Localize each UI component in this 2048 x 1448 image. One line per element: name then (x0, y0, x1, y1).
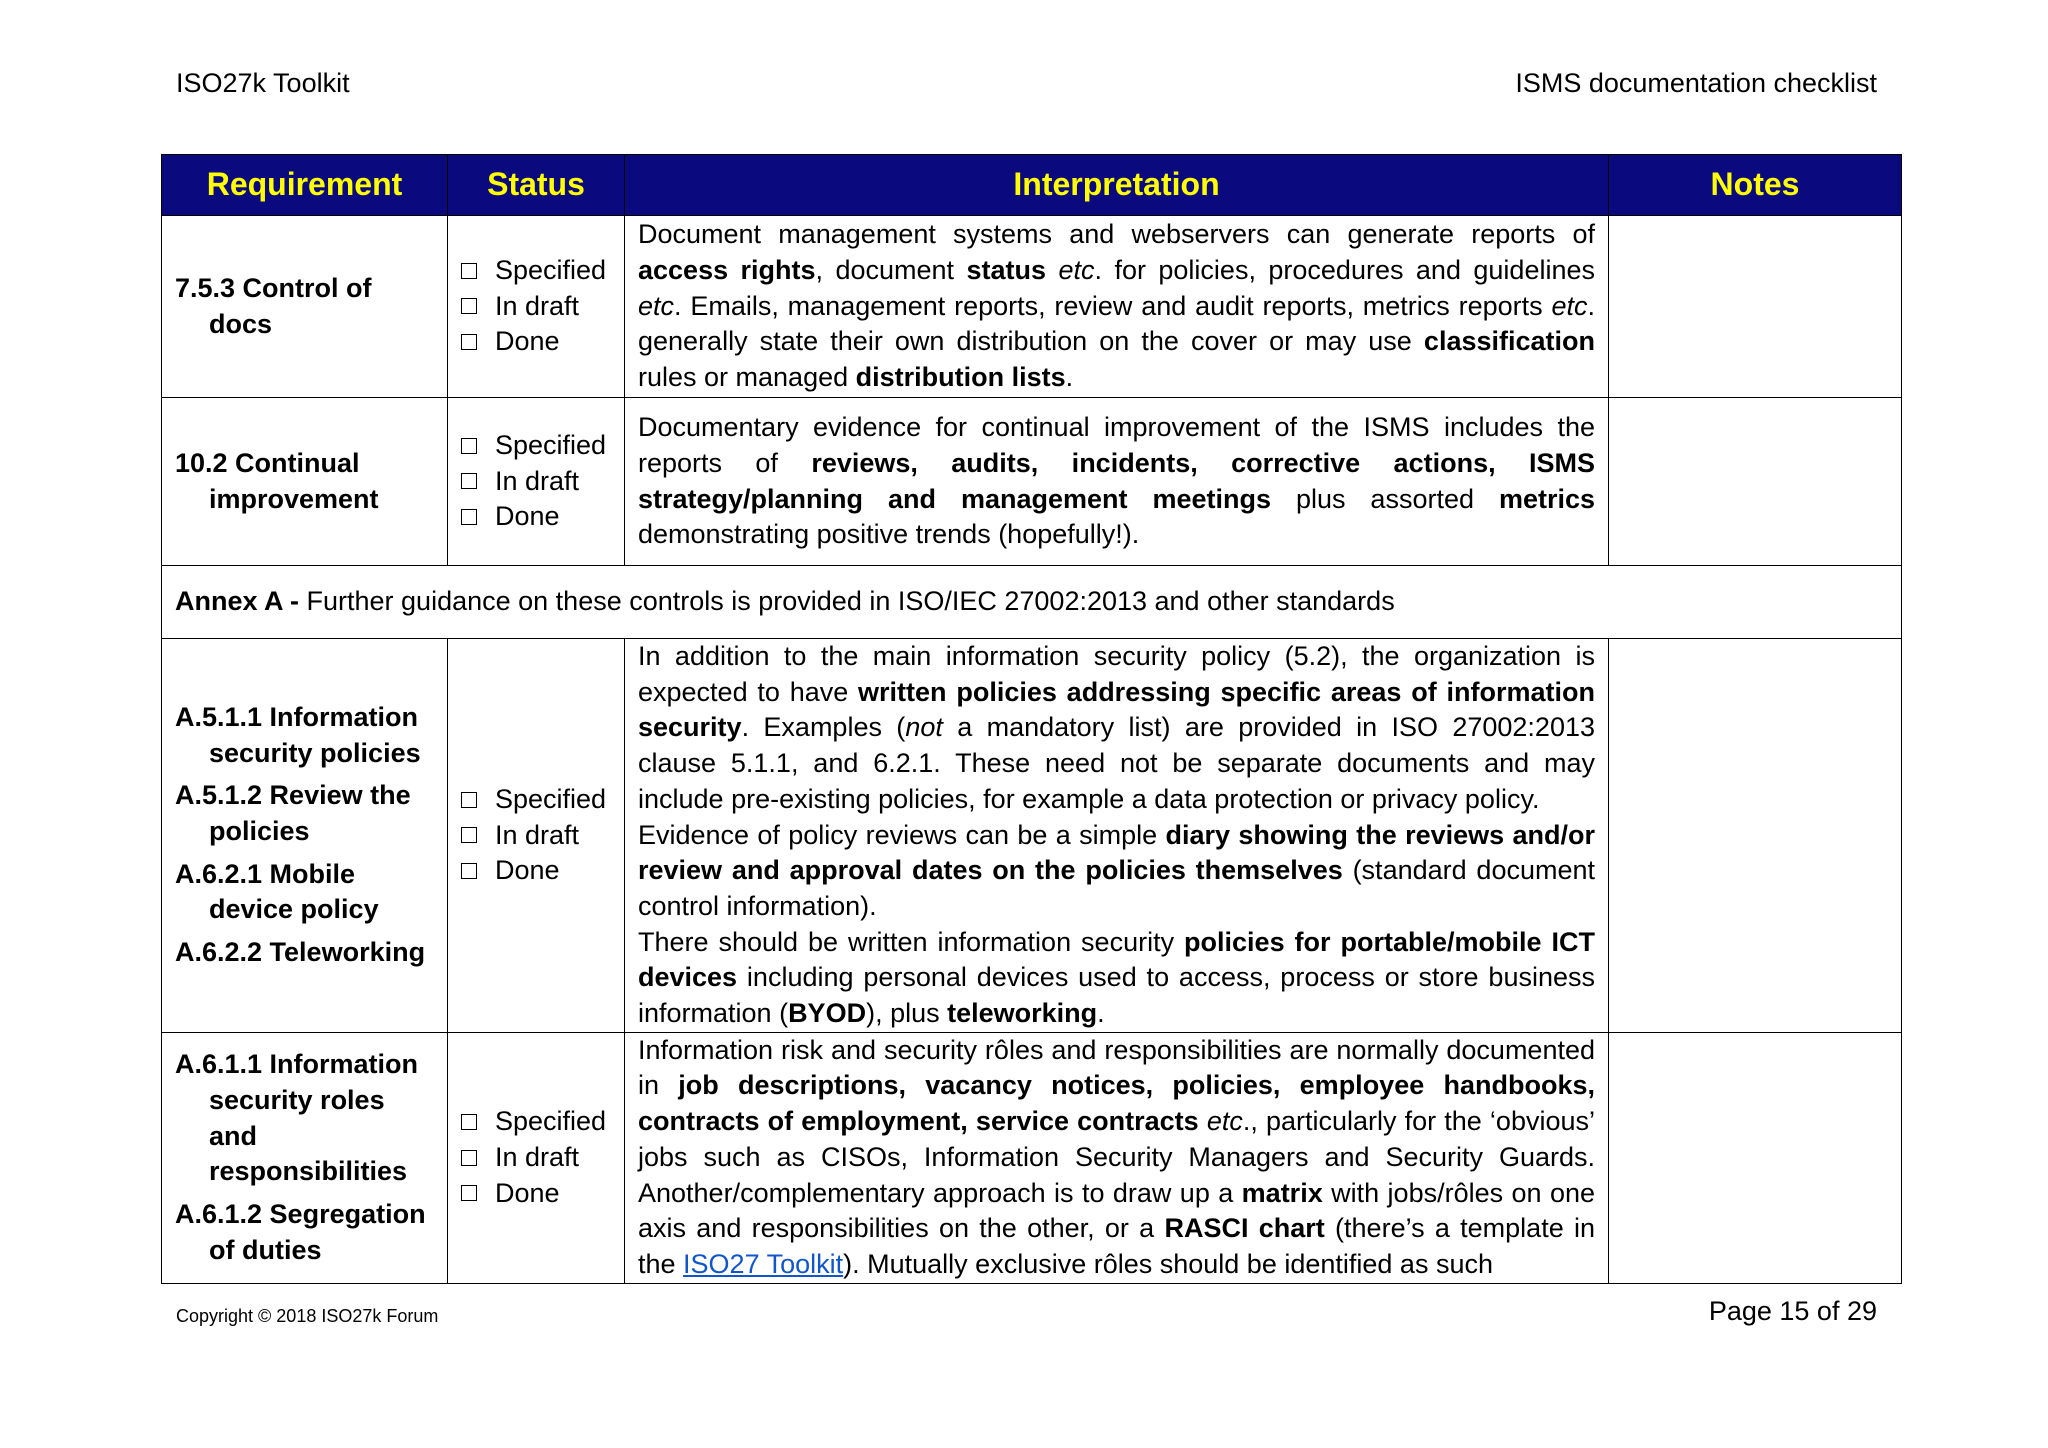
italic-text: etc (1058, 254, 1095, 285)
status-option[interactable] (461, 499, 611, 535)
text-run (1046, 255, 1058, 285)
checkbox-icon[interactable] (461, 827, 477, 843)
bold-text: distribution lists (855, 362, 1066, 393)
text-run: plus assorted (1270, 483, 1499, 514)
requirement-cell (162, 398, 448, 566)
status-option[interactable] (461, 289, 611, 325)
status-cell (448, 639, 625, 1033)
interpretation-paragraph (638, 818, 1595, 925)
footer-page-number: Page 15 of 29 (1708, 1296, 1877, 1326)
interpretation-paragraph (638, 1033, 1595, 1283)
text-run: . Emails, management reports, review and audit reports, metrics reports (674, 290, 1552, 321)
status-option[interactable] (461, 253, 611, 289)
checkbox-icon[interactable] (461, 473, 477, 489)
status-cell (448, 216, 625, 398)
text-run: ), plus (866, 998, 948, 1029)
text-run: including personal devices used to access, process or store business information ( (638, 962, 1595, 1029)
requirement-label: 7.5.3 Control of docs (175, 272, 372, 339)
interpretation-paragraph (638, 925, 1595, 1032)
column-header-notes: Notes (1609, 155, 1902, 216)
status-option[interactable] (461, 853, 611, 889)
status-option-label: Specified (495, 1106, 607, 1137)
text-run (1199, 1106, 1207, 1136)
bold-text: reviews, audits, incidents, corrective actions, ISMS strategy/planning and management meetings (638, 447, 1595, 514)
requirement-cell (162, 216, 448, 398)
bold-text: teleworking (947, 998, 1098, 1029)
text-run: with jobs/rôles on one axis and responsibilities on the other, or a (638, 1177, 1595, 1244)
text-run: Evidence of policy reviews can be a simple (638, 819, 1166, 850)
status-cell (448, 398, 625, 566)
status-option-label: Done (495, 326, 560, 357)
text-run: (standard document control information). (638, 855, 1595, 921)
checkbox-icon[interactable] (461, 298, 477, 314)
table-row (162, 216, 1902, 398)
annex-heading (162, 566, 1902, 639)
requirement-label: A.6.1.2 Segregation of duties (175, 1198, 426, 1265)
notes-cell[interactable] (1609, 1032, 1902, 1283)
bold-text: job descriptions, vacancy notices, policies, employee handbooks, contracts of employment, service contracts (638, 1070, 1595, 1137)
status-option[interactable] (461, 782, 611, 818)
header-right: ISMS documentation checklist (1515, 68, 1877, 98)
interpretation-cell (625, 1032, 1609, 1283)
checkbox-icon[interactable] (461, 863, 477, 879)
annex-heading-text: Further guidance on these controls is provided in ISO/IEC 27002:2013 and other standards (306, 586, 1395, 617)
text-run: There should be written information security (638, 926, 1185, 957)
status-option[interactable] (461, 1176, 611, 1212)
status-option-label: In draft (495, 465, 580, 496)
text-run: . (1097, 998, 1105, 1029)
bold-text: metrics (1498, 483, 1595, 514)
requirement-label: A.6.1.1 Information security roles and responsibilities (175, 1049, 419, 1187)
requirement-label: A.5.1.2 Review the policies (175, 780, 411, 847)
text-run: . Examples ( (741, 712, 906, 743)
interpretation-cell (625, 639, 1609, 1033)
text-run: demonstrating positive trends (hopefully!). (638, 519, 1140, 550)
checkbox-icon[interactable] (461, 1185, 477, 1201)
notes-cell[interactable] (1609, 639, 1902, 1033)
checklist-table (161, 154, 1902, 1284)
text-run: ., particularly for the ‘obvious’ jobs such as CISOs, Information Security Managers and Security Guards. Another/complementary approach is to draw up a (638, 1106, 1595, 1208)
iso27-toolkit-link[interactable]: ISO27 Toolkit (683, 1248, 844, 1279)
text-run: . (1065, 362, 1074, 393)
checkbox-icon[interactable] (461, 1114, 477, 1130)
text-run: a mandatory list) are provided in ISO 27002:2013 clause 5.1.1, and 6.2.1. These need not be separate documents and may include pre-existing policies, for example a data protection or privacy policy. (638, 712, 1595, 814)
checkbox-icon[interactable] (461, 509, 477, 525)
table-row (162, 639, 1902, 1033)
notes-cell[interactable] (1609, 216, 1902, 398)
annex-heading-row (162, 566, 1902, 639)
status-option[interactable] (461, 818, 611, 854)
requirement-label: 10.2 Continual improvement (175, 447, 379, 514)
status-option-label: Specified (495, 783, 607, 814)
requirement-cell (162, 639, 448, 1033)
checkbox-icon[interactable] (461, 334, 477, 350)
requirement-label: A.6.2.1 Mobile device policy (175, 858, 379, 925)
status-option[interactable] (461, 1140, 611, 1176)
interpretation-cell (625, 398, 1609, 566)
requirement-label: A.6.2.2 Teleworking (175, 937, 426, 968)
bold-text: policies for portable/mobile ICT devices (638, 926, 1595, 993)
text-run: ). Mutually exclusive rôles should be identified as such (843, 1248, 1493, 1279)
status-option[interactable] (461, 1104, 611, 1140)
checkbox-icon[interactable] (461, 263, 477, 279)
status-option[interactable] (461, 464, 611, 500)
text-run: Document management systems and webservers can generate reports of (638, 219, 1595, 250)
column-header-status: Status (448, 155, 625, 216)
bold-text: diary showing the reviews and/or review and approval dates on the policies themselves (638, 819, 1595, 886)
bold-text: BYOD (788, 998, 867, 1029)
italic-text: etc (638, 290, 675, 321)
bold-text: access rights (638, 254, 816, 285)
requirement-label: A.5.1.1 Information security policies (175, 701, 421, 768)
bold-text: matrix (1241, 1177, 1323, 1208)
checkbox-icon[interactable] (461, 1150, 477, 1166)
bold-text: classification (1423, 326, 1595, 357)
status-option-label: Done (495, 1177, 560, 1208)
annex-heading-bold: Annex A - (175, 586, 307, 617)
header-left: ISO27k Toolkit (176, 68, 350, 98)
column-header-requirement: Requirement (162, 155, 448, 216)
interpretation-paragraph (638, 410, 1595, 553)
text-run: . for policies, procedures and guidelines (1094, 254, 1595, 285)
status-option-label: Done (495, 855, 560, 886)
footer-copyright: Copyright © 2018 ISO27k Forum (176, 1306, 439, 1326)
status-option-label: Done (495, 501, 560, 532)
column-header-interpretation: Interpretation (625, 155, 1609, 216)
text-run: In addition to the main information security policy (5.2), the organization is expected to have (638, 641, 1595, 707)
status-option[interactable] (461, 324, 611, 360)
italic-text: etc (1206, 1106, 1243, 1137)
notes-cell[interactable] (1609, 398, 1902, 566)
status-option-label: In draft (495, 1141, 580, 1172)
checkbox-icon[interactable] (461, 792, 477, 808)
bold-text: RASCI chart (1164, 1213, 1325, 1244)
bold-text: status (966, 254, 1047, 285)
status-option-label: Specified (495, 429, 607, 460)
table-row (162, 398, 1902, 566)
text-run: Information risk and security rôles and responsibilities are normally documented in (638, 1034, 1595, 1101)
text-run: (there’s a template in the (638, 1213, 1595, 1279)
text-run: Documentary evidence for continual improvement of the ISMS includes the reports of (638, 412, 1595, 478)
interpretation-paragraph (638, 217, 1595, 396)
requirement-cell (162, 1032, 448, 1283)
interpretation-cell (625, 216, 1609, 398)
text-run: , document (815, 254, 967, 285)
text-run: rules or managed (638, 362, 856, 393)
bold-text: written policies addressing specific areas of information security (638, 676, 1596, 743)
italic-text: etc (1551, 290, 1588, 321)
text-run: . generally state their own distribution on the cover or may use (638, 290, 1595, 357)
status-option-label: Specified (495, 254, 607, 285)
interpretation-paragraph (638, 639, 1595, 818)
checkbox-icon[interactable] (461, 438, 477, 454)
status-option-label: In draft (495, 819, 580, 850)
status-cell (448, 1032, 625, 1283)
status-option[interactable] (461, 428, 611, 464)
italic-text: not (905, 712, 943, 743)
table-row (162, 1032, 1902, 1283)
table-header-row (162, 155, 1902, 216)
status-option-label: In draft (495, 290, 580, 321)
